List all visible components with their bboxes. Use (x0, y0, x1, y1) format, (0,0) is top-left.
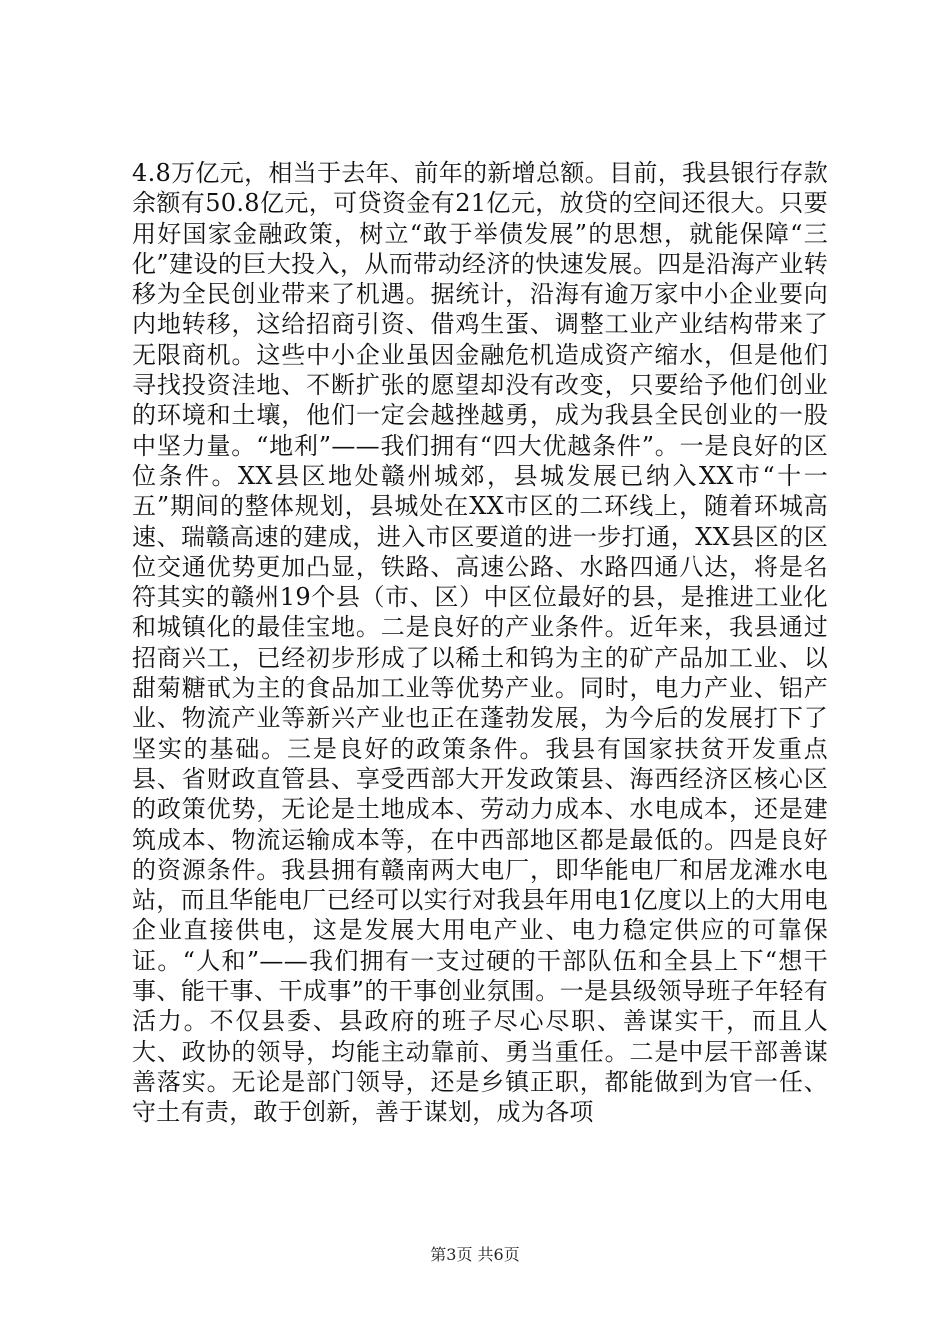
page-number-footer: 第3页 共6页 (430, 1245, 520, 1264)
body-paragraph: 4.8万亿元，相当于去年、前年的新增总额。目前，我县银行存款余额有50.8亿元，可贷资金有21亿元，放贷的空间还很大。只要用好国家金融政策，树立“敢于举债发展”的思想，就能保障“三化”建设的巨大投入，从而带动经济的快速发展。四是沿海产业转移为全民创业带来了机遇。据统计，沿海有逾万家中小企业要向内地转移，这给招商引资、借鸡生蛋、调整工业产业结构带来了无限商机。这些中小企业虽因金融危机造成资产缩水，但是他们寻找投资洼地、不断扩张的愿望却没有改变，只要给予他们创业的环境和土壤，他们一定会越挫越勇，成为我县全民创业的一股中坚力量。“地利”——我们拥有“四大优越条件”。一是良好的区位条件。XX县区地处赣州城郊，县城发展已纳入XX市“十一五”期间的整体规划，县城处在XX市区的二环线上，随着环城高速、瑞赣高速的建成，进入市区要道的进一步打通，XX县区的区位交通优势更加凸显，铁路、高速公路、水路四通八达，将是名符其实的赣州19个县（市、区）中区位最好的县，是推进工业化和城镇化的最佳宝地。二是良好的产业条件。近年来，我县通过招商兴工，已经初步形成了以稀土和钨为主的矿产品加工业、以甜菊糖甙为主的食品加工业等优势产业。同时，电力产业、铝产业、物流产业等新兴产业也正在蓬勃发展，为今后的发展打下了坚实的基础。三是良好的政策条件。我县有国家扶贫开发重点县、省财政直管县、享受西部大开发政策县、海西经济区核心区的政策优势，无论是土地成本、劳动力成本、水电成本，还是建筑成本、物流运输成本等，在中西部地区都是最低的。四是良好的资源条件。我县拥有赣南两大电厂，即华能电厂和居龙滩水电站，而且华能电厂已经可以实行对我县年用电1亿度以上的大用电企业直接供电，这是发展大用电产业、电力稳定供应的可靠保证。“人和”——我们拥有一支过硬的干部队伍和全县上下“想干事、能干事、干成事”的干事创业氛围。一是县级领导班子年轻有活力。不仅县委、县政府的班子尽心尽职、善谋实干，而且人大、政协的领导，均能主动靠前、勇当重任。二是中层干部善谋善落实。无论是部门领导，还是乡镇正职，都能做到为官一任、守土有责，敢于创新，善于谋划，成为各项 (132, 159, 828, 1127)
